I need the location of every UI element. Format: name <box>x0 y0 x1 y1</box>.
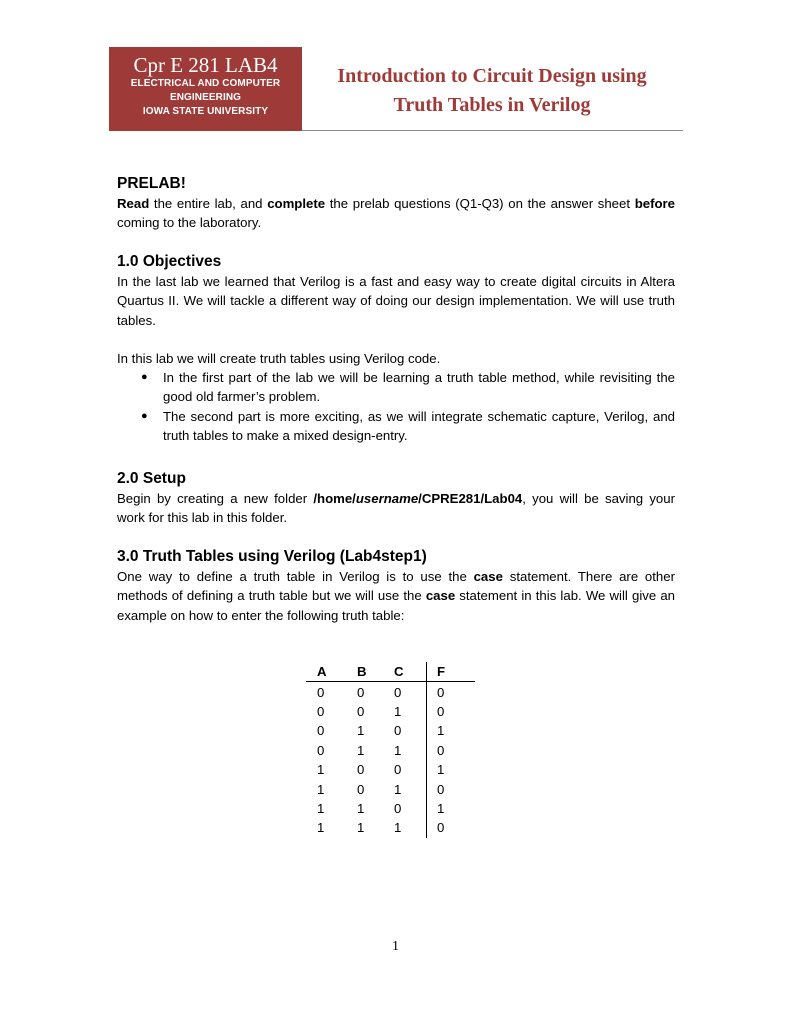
prelab-read-word: Read <box>117 196 150 211</box>
cell-f: 1 <box>427 721 476 740</box>
setup-paragraph <box>117 489 675 528</box>
cell-a: 1 <box>317 762 325 778</box>
folder-path-part-1: /home/ <box>313 491 356 506</box>
cell-b: 0 <box>357 703 365 719</box>
truth-table <box>306 662 475 838</box>
objectives-paragraph-1: In the last lab we learned that Verilog is a fast and easy way to create digital circuits in Altera Quartus II. We will tackle a different way of doing our design implementation. We will use truth tables. <box>117 274 675 328</box>
cell-f: 0 <box>427 779 476 798</box>
objectives-bullet-1 <box>117 368 675 407</box>
case-keyword-1: case <box>473 569 503 584</box>
cell-b: 1 <box>357 800 365 816</box>
cell-a: 0 <box>317 703 325 719</box>
folder-path-username: username <box>355 491 419 506</box>
cell-a: 0 <box>317 684 325 700</box>
cell-c: 0 <box>394 762 402 778</box>
cell-b: 0 <box>357 762 365 778</box>
prelab-paragraph <box>117 194 675 233</box>
document-title <box>302 62 682 120</box>
cell-b: 1 <box>357 742 365 758</box>
objectives-paragraph-2: In this lab we will create truth tables using Verilog code. <box>117 350 441 366</box>
truth-tables-section <box>117 547 675 625</box>
prelab-complete-word: complete <box>267 196 326 211</box>
cell-f: 0 <box>427 682 476 702</box>
truth-tables-heading: 3.0 Truth Tables using Verilog (Lab4step1) <box>117 548 427 565</box>
setup-section <box>117 469 675 528</box>
table-row <box>306 682 475 702</box>
objectives-bullet-2 <box>117 407 675 446</box>
table-row <box>306 702 475 721</box>
bullet-dot-icon: ● <box>141 409 148 422</box>
cell-a: 1 <box>317 781 325 797</box>
cell-c: 0 <box>394 723 402 739</box>
header-a: A <box>306 662 357 682</box>
table-row <box>306 721 475 740</box>
page-number: 1 <box>392 939 399 954</box>
prelab-heading: PRELAB! <box>117 175 186 192</box>
cell-b: 1 <box>357 820 365 836</box>
cell-f: 1 <box>427 760 476 779</box>
prelab-section <box>117 174 675 233</box>
objectives-section <box>117 252 675 445</box>
setup-heading: 2.0 Setup <box>117 470 186 487</box>
university-name: IOWA STATE UNIVERSITY <box>142 106 269 117</box>
table-row <box>306 818 475 837</box>
truth-table-header-row <box>306 662 475 682</box>
folder-path <box>313 491 522 506</box>
truth-text-2: statement. There are other methods of defining a truth table but we will use the <box>117 569 675 604</box>
folder-path-part-3: /CPRE281/Lab04 <box>418 491 523 506</box>
cell-c: 1 <box>394 820 402 836</box>
prelab-text-2: the prelab questions (Q1-Q3) on the answer sheet <box>325 196 635 211</box>
cell-c: 1 <box>394 703 402 719</box>
document-title-line-1: Introduction to Circuit Design using <box>337 65 647 87</box>
department-line-2: ENGINEERING <box>169 92 242 103</box>
cell-a: 1 <box>317 820 325 836</box>
objectives-bullet-list <box>117 368 675 445</box>
prelab-text-3: coming to the laboratory. <box>117 215 262 231</box>
objectives-heading: 1.0 Objectives <box>117 253 222 270</box>
setup-text-1: Begin by creating a new folder <box>117 491 314 506</box>
table-row <box>306 760 475 779</box>
prelab-text-1: the entire lab, and <box>149 196 268 211</box>
table-row <box>306 799 475 818</box>
lab-title: Cpr E 281 LAB4 <box>133 53 278 77</box>
bullet-text: In the first part of the lab we will be learning a truth table method, while revisiting the good old farmer’s problem. <box>163 370 675 405</box>
truth-text-3: statement in this lab. We will give an example on how to enter the following truth table: <box>117 588 676 623</box>
cell-f: 1 <box>427 799 476 818</box>
cell-a: 0 <box>317 723 325 739</box>
cell-c: 1 <box>394 742 402 758</box>
setup-text-2: , you will be saving your work for this lab in this folder. <box>117 491 675 526</box>
cell-c: 0 <box>394 800 402 816</box>
bullet-dot-icon: ● <box>141 371 148 384</box>
cell-b: 1 <box>357 723 365 739</box>
cell-b: 0 <box>357 781 365 797</box>
cell-b: 0 <box>357 684 365 700</box>
case-keyword-2: case <box>425 588 456 604</box>
truth-text-1: One way to define a truth table in Verilog is to use the <box>117 569 474 584</box>
bullet-text: The second part is more exciting, as we will integrate schematic capture, Verilog, and truth tables to make a mixed design-entry. <box>163 408 675 444</box>
header-b: B <box>357 662 394 682</box>
lab-header-box <box>109 47 302 131</box>
table-row <box>306 741 475 760</box>
header-c: C <box>394 662 427 682</box>
table-row <box>306 779 475 798</box>
cell-c: 1 <box>394 781 402 797</box>
cell-a: 0 <box>317 742 325 758</box>
document-title-line-2: Truth Tables in Verilog <box>393 94 591 116</box>
cell-f: 0 <box>427 702 476 721</box>
cell-f: 0 <box>427 818 476 837</box>
department-line-1: ELECTRICAL AND COMPUTER <box>130 78 281 89</box>
cell-a: 1 <box>317 800 325 816</box>
prelab-before-word: before <box>634 196 675 211</box>
header-f: F <box>427 662 476 682</box>
cell-f: 0 <box>427 741 476 760</box>
header-divider <box>302 130 683 131</box>
cell-c: 0 <box>394 684 402 700</box>
truth-tables-paragraph <box>117 567 675 625</box>
